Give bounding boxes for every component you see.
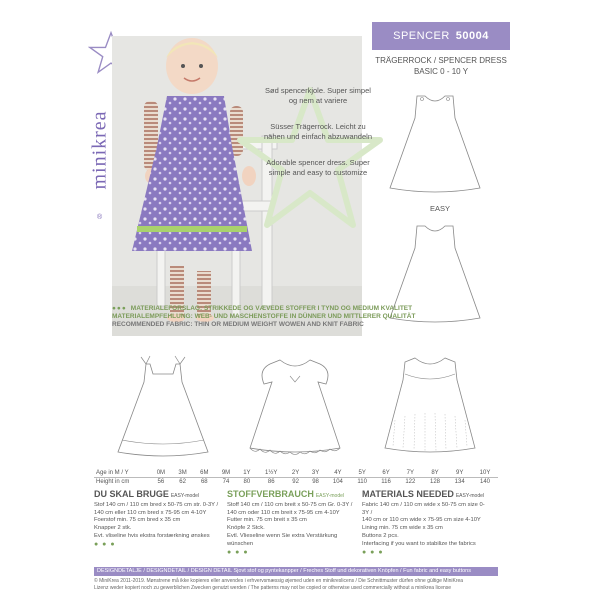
brand-logo xyxy=(90,85,110,215)
fabric-note-english: RECOMMENDED FABRIC: THIN OR MEDIUM WEIGHT WOWEN AND KNIT FABRIC xyxy=(112,321,364,328)
description-german: Süsser Trägerrock. Leicht zu nähen und einfach abzuwandeln xyxy=(263,122,372,141)
pattern-name: SPENCER xyxy=(393,30,450,42)
height-cell: 68 xyxy=(200,479,208,485)
age-cell: 3Y xyxy=(306,469,326,478)
material-line: Fabric 140 cm / 110 cm wide x 50-75 cm size 0-3Y / xyxy=(362,501,485,516)
height-cell: 56 xyxy=(157,479,165,485)
height-cell: 116 xyxy=(381,479,391,485)
copyright-notice xyxy=(94,578,498,591)
pattern-title-box xyxy=(372,22,510,50)
height-row-label: Height in cm xyxy=(96,479,130,485)
bullet-dots-icon: ● ● ● xyxy=(94,540,116,548)
bullet-dots-icon: ●●● xyxy=(112,305,127,312)
height-cell: 86 xyxy=(267,479,275,485)
material-line: Stof 140 cm / 110 cm bred x 50-75 cm str. 0-3Y / xyxy=(94,501,219,508)
dress-tie-strap-sketch xyxy=(108,352,218,462)
age-cell: 7Y xyxy=(398,469,423,478)
pattern-subtitle: TRÄGERROCK / SPENCER DRESS xyxy=(375,56,507,65)
bullet-dots-icon: ● ● ● xyxy=(362,548,384,556)
pattern-number: 50004 xyxy=(455,30,489,42)
age-cell: 9M xyxy=(215,469,237,478)
height-cell: 122 xyxy=(405,479,416,485)
height-cell: 134 xyxy=(454,479,465,485)
material-line: Evtl. Vlieseline wenn Sie extra Verstärkung wünschen xyxy=(227,532,338,547)
easy-label: EASY xyxy=(430,204,451,213)
dress-front-sketch xyxy=(385,88,485,198)
size-table xyxy=(94,469,498,486)
materials-german xyxy=(227,491,355,556)
fabric-note-danish: MATERIALEFORSLAG: STRIKKEDE OG VÆVEDE STOFFER I TYND OG MEDIUM KVALITET xyxy=(130,305,413,312)
age-cell: 0M xyxy=(150,469,172,478)
registered-mark: ® xyxy=(97,214,103,221)
material-line: Futter min. 75 cm breit x 35 cm xyxy=(227,517,307,524)
age-cell: 6Y xyxy=(374,469,398,478)
height-cell: 74 xyxy=(222,479,230,485)
brand-name: minikrea xyxy=(88,110,111,190)
age-cell: 2Y xyxy=(286,469,306,478)
material-line: 140 cm oder 110 cm breit x 75-95 cm 4-10Y xyxy=(227,509,340,516)
height-cell: 92 xyxy=(292,479,299,485)
materials-danish xyxy=(94,491,222,549)
age-cell: 5Y xyxy=(350,469,374,478)
material-line: 140 cm or 110 cm wide x 75-95 cm size 4-10Y xyxy=(362,517,481,524)
dress-yoke-sketch xyxy=(375,350,485,462)
height-row xyxy=(94,478,498,487)
height-cell: 80 xyxy=(243,479,251,485)
bullet-dots-icon: ● ● ● xyxy=(227,548,249,556)
age-cell: 4Y xyxy=(326,469,351,478)
age-cell: 6M xyxy=(193,469,215,478)
copyright-line: Lizenz weder kopiert noch zu gewerblichen Zwecken genutzt werden / The patterns may not be copied or otherwise used commercially without a minikrea license xyxy=(94,584,452,591)
fabric-note-german: MATERIALEMPFEHLUNG: WEB- UND MASCHENSTOFFE IN DÜNNER UND MITTLERER QUALITÄT xyxy=(112,313,416,320)
column-tag: EASY-model xyxy=(170,493,200,499)
column-tag: EASY-model xyxy=(455,493,485,499)
description-danish: Sød spencerkjole. Super simpel og nem at variere xyxy=(265,86,371,105)
age-cell: 8Y xyxy=(423,469,448,478)
material-line: Stoff 140 cm / 110 cm breit x 50-75 cm Gr. 0-3Y / xyxy=(227,501,353,508)
material-line: Buttons 2 pcs. xyxy=(362,532,399,539)
size-range: BASIC 0 - 10 Y xyxy=(413,67,469,76)
description-english: Adorable spencer dress. Super simple and easy to customize xyxy=(266,158,370,177)
material-line: 140 cm eller 110 cm bred x 75-95 cm 4-10Y xyxy=(94,509,207,516)
height-cell: 62 xyxy=(179,479,186,485)
age-cell: 9Y xyxy=(447,469,472,478)
material-line: Knapper 2 stk. xyxy=(94,525,132,532)
material-line: Foerstof min. 75 cm bred x 35 cm xyxy=(94,517,181,524)
age-cell: 1½Y xyxy=(257,469,286,478)
height-cell: 104 xyxy=(332,479,343,485)
column-title: DU SKAL BRUGE xyxy=(94,489,169,499)
age-row xyxy=(94,469,498,478)
fabric-recommendation xyxy=(112,305,442,329)
material-line: Lining min. 75 cm wide x 35 cm xyxy=(362,525,443,532)
column-title: STOFFVERBRAUCH xyxy=(227,489,314,499)
column-title: MATERIALS NEEDED xyxy=(362,489,454,499)
design-detail-bar: DESIGNDETALJE / DESIGNDETAIL / DESIGN DETAIL Sjovt stof og pyntekanpper / Freches Stoff und dekorativen Knöpfen / Fun fabric and easy buttons xyxy=(94,567,498,576)
age-cell: 10Y xyxy=(472,469,498,478)
materials-english xyxy=(362,491,490,556)
material-line: Interfacing if you want to stabilize the fabrics xyxy=(362,540,476,547)
age-cell: 1Y xyxy=(237,469,257,478)
age-row-label: Age in M / Y xyxy=(94,469,150,478)
height-cell: 140 xyxy=(480,479,491,485)
material-line: Evt. vliseline hvis ekstra forstærkning ønskes xyxy=(94,532,210,539)
dress-puff-sleeve-sketch xyxy=(240,350,350,462)
column-tag: EASY-model xyxy=(315,493,345,499)
height-cell: 128 xyxy=(430,479,441,485)
copyright-line: © MiniKrea 2011-2019. Mønstrene må ikke kopieres eller anvendes i erhvervsmæssig øjemed uden en minikreslicens / Die Schnittmuster dürfen ohne gültige MiniKrea xyxy=(94,578,464,584)
height-cell: 110 xyxy=(357,479,367,485)
height-cell: 98 xyxy=(312,479,319,485)
material-line: Knöpfe 2 Stck. xyxy=(227,525,265,532)
age-cell: 3M xyxy=(172,469,194,478)
